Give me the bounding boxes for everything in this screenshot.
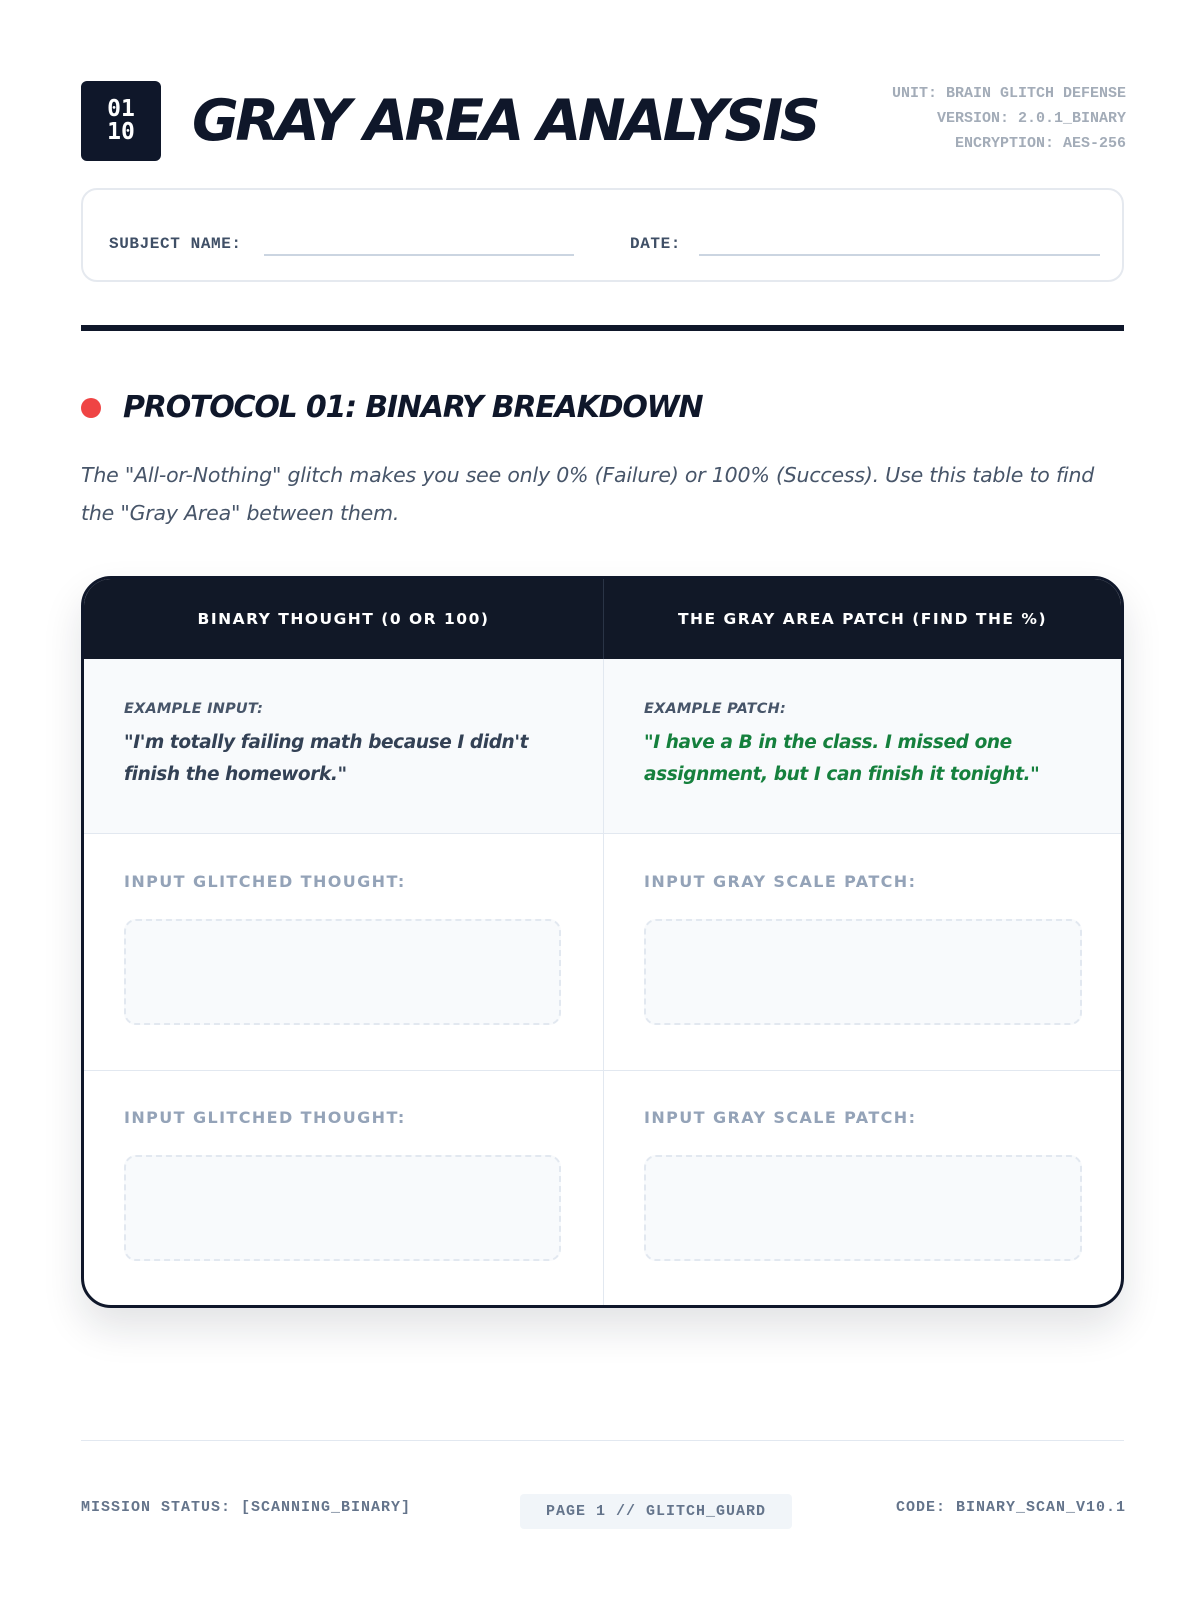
column-divider (603, 659, 604, 1308)
subject-name-label: SUBJECT NAME: (109, 235, 242, 253)
meta-version: VERSION: 2.0.1_BINARY (936, 110, 1126, 127)
logo-line-2: 10 (107, 119, 135, 145)
page-title: GRAY AREA ANALYSIS (192, 88, 818, 154)
section-divider (81, 325, 1124, 331)
subject-card (81, 188, 1124, 282)
example-patch-label: EXAMPLE PATCH: (644, 701, 786, 717)
gray-scale-patch-input[interactable] (644, 919, 1082, 1025)
example-input-label: EXAMPLE INPUT: (124, 701, 264, 717)
table-header (84, 579, 1121, 659)
page-badge: PAGE 1 // GLITCH_GUARD (520, 1494, 792, 1529)
glitched-thought-label: INPUT GLITCHED THOUGHT: (124, 1108, 406, 1127)
example-patch-text: "I have a B in the class. I missed one assignment, but I can finish it tonight." (644, 732, 1040, 785)
section-description: The "All-or-Nothing" glitch makes you see only 0% (Failure) or 100% (Success). Use this table to find the "Gray Area" between them. (81, 463, 1095, 525)
meta-encryption: ENCRYPTION: AES-256 (954, 135, 1126, 152)
gray-scale-patch-input[interactable] (644, 1155, 1082, 1261)
logo-line-1: 01 (107, 96, 135, 122)
mission-status: MISSION STATUS: [SCANNING_BINARY] (81, 1499, 412, 1516)
column-header-gray-area-patch: THE GRAY AREA PATCH (FIND THE %) (677, 610, 1048, 628)
gray-scale-patch-label: INPUT GRAY SCALE PATCH: (644, 872, 917, 891)
column-header-binary-thought: BINARY THOUGHT (0 OR 100) (84, 579, 604, 659)
section-title: PROTOCOL 01: BINARY BREAKDOWN (123, 390, 703, 425)
document-meta (892, 81, 1126, 156)
binary-logo-icon (81, 81, 161, 161)
glitched-thought-input[interactable] (124, 1155, 561, 1261)
meta-unit: UNIT: BRAIN GLITCH DEFENSE (891, 85, 1126, 102)
status-dot-icon (81, 398, 101, 418)
example-input-text: "I'm totally failing math because I didn't finish the homework." (124, 732, 529, 785)
glitched-thought-input[interactable] (124, 919, 561, 1025)
subject-name-field[interactable] (264, 254, 574, 256)
footer-divider (81, 1440, 1124, 1441)
date-field[interactable] (699, 254, 1100, 256)
document-code: CODE: BINARY_SCAN_V10.1 (895, 1499, 1126, 1516)
gray-scale-patch-label: INPUT GRAY SCALE PATCH: (644, 1108, 917, 1127)
glitched-thought-label: INPUT GLITCHED THOUGHT: (124, 872, 406, 891)
binary-breakdown-table (81, 576, 1124, 1308)
date-label: DATE: (630, 235, 682, 253)
